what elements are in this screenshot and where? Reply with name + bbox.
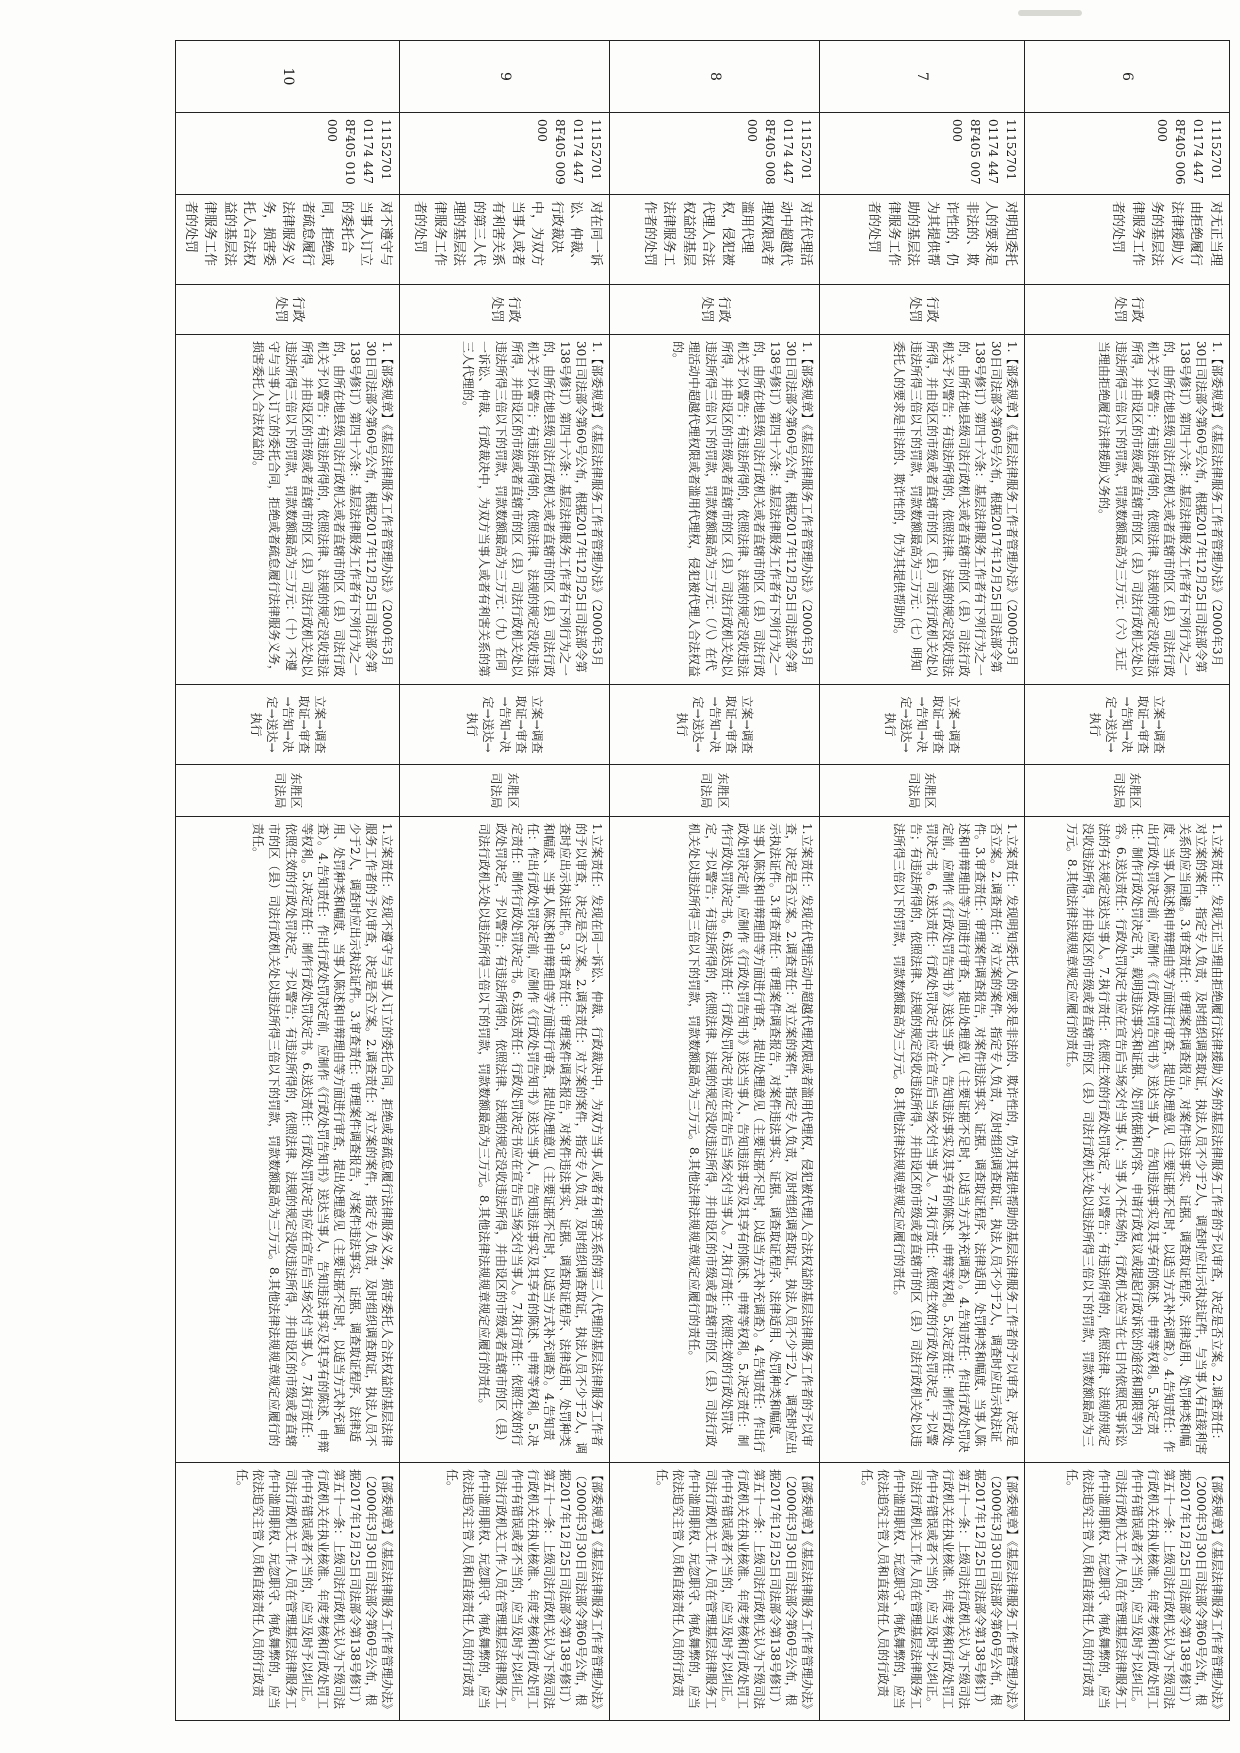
process-flow: 立案→调查取证→审查→告知→决定→送达→执行 — [1025, 685, 1230, 765]
item-type: 行政处罚 — [176, 285, 400, 335]
accountability-basis: 【部委规章】《基层法律服务工作者管理办法》（2000年3月30日司法部令第60号公布，根据2017年12月25日司法部令第138号修订）第五十一条：上级司法行政机关认为下级司法行政机关在执业核准、年度考核和行政处罚工作中有错误或者不当的，应当及时予以纠正。司法行政机关工作人员在管理基层法律服务工作中滥用职权、玩忽职守、徇私舞弊的，应当依法追究主管人员和直接责任人员的行政责任。 — [610, 1463, 820, 1721]
item-type: 行政处罚 — [820, 285, 1025, 335]
accountability-basis: 【部委规章】《基层法律服务工作者管理办法》（2000年3月30日司法部令第60号公布，根据2017年12月25日司法部令第138号修订）第五十一条：上级司法行政机关认为下级司法行政机关在执业核准、年度考核和行政处罚工作中有错误或者不当的，应当及时予以纠正。司法行政机关工作人员在管理基层法律服务工作中滥用职权、玩忽职守、徇私舞弊的，应当依法追究主管人员和直接责任人员的行政责任。 — [400, 1463, 610, 1721]
table-row — [176, 41, 400, 1721]
responsibility-items: 1.立案责任：发现在代理活动中超越代理权限或者滥用代理权，侵犯被代理人合法权益的基层法律服务工作者的予以审查，决定是否立案。2.调查责任：对立案的案件，指定专人负责，及时组织调查取证，执法人员不少于2人，调查时应出示执法证件。3.审查责任：审理案件调查报告，对案件违法事实、证据、调查取证程序、法律适用、处罚种类和幅度、当事人陈述和申辩理由等方面进行审查，提出处理意见（主要证据不足时，以适当方式补充调查）。4.告知责任：作出行政处罚决定前，应制作《行政处罚告知书》送达当事人，告知违法事实及其享有的陈述、申辩等权利。5.决定责任：制作行政处罚决定书。6.送达责任：行政处罚决定书应在宣告后当场交付当事人。7.执行责任：依照生效的行政处罚决定，予以警告；有违法所得的，依照法律、法规的规定没收违法所得，并由设区的市级或者直辖市的区（县）司法行政机关处以违法所得三倍以下的罚款，罚款数额最高为三万元。8.其他法律法规规章规定应履行的责任。 — [610, 817, 820, 1463]
table-row — [1025, 41, 1230, 1721]
row-number: 6 — [1025, 41, 1230, 113]
process-flow: 立案→调查取证→审查→告知→决定→送达→执行 — [820, 685, 1025, 765]
responsibility-items: 1.立案责任：发现明知委托人的要求是非法的、欺诈性的，仍为其提供帮助的基层法律服务工作者的予以审查，决定是否立案。2.调查责任：对立案的案件，指定专人负责，及时组织调查取证，执法人员不少于2人，调查时应出示执法证件。3.审查责任：审理案件调查报告，对案件违法事实、证据、调查取证程序、法律适用、处罚种类和幅度、当事人陈述和申辩理由等方面进行审查，提出处理意见（主要证据不足时，以适当方式补充调查）。4.告知责任：作出行政处罚决定前，应制作《行政处罚告知书》送达当事人，告知违法事实及其享有的陈述、申辩等权利。5.决定责任：制作行政处罚决定书。6.送达责任：行政处罚决定书应在宣告后当场交付当事人。7.执行责任：依照生效的行政处罚决定，予以警告；有违法所得的，依照法律、法规的规定没收违法所得，并由设区的市级或者直辖市的区（县）司法行政机关处以违法所得三倍以下的罚款，罚款数额最高为三万元。8.其他法律法规规章规定应履行的责任。 — [820, 817, 1025, 1463]
item-type: 行政处罚 — [1025, 285, 1230, 335]
legal-basis: 1.【部委规章】《基层法律服务工作者管理办法》（2000年3月30日司法部令第60号公布，根据2017年12月25日司法部令第138号修订）第四十六条：基层法律服务工作者有下列行为之一的，由所在地县级司法行政机关或者直辖市的区（县）司法行政机关予以警告；有违法所得的，依照法律、法规的规定没收违法所得，并由设区的市级或者直辖市的区（县）司法行政机关处以违法所得三倍以下的罚款，罚款数额最高为三万元：（十）不遵守与当事人订立的委托合同，拒绝或者疏怠履行法律服务义务，损害委托人合法权益的。 — [176, 335, 400, 685]
legal-basis: 1.【部委规章】《基层法律服务工作者管理办法》（2000年3月30日司法部令第60号公布，根据2017年12月25日司法部令第138号修订）第四十六条：基层法律服务工作者有下列行为之一的，由所在地县级司法行政机关或者直辖市的区（县）司法行政机关予以警告；有违法所得的，依照法律、法规的规定没收违法所得，并由设区的市级或者直辖市的区（县）司法行政机关处以违法所得三倍以下的罚款，罚款数额最高为三万元：（七）明知委托人的要求是非法的、欺诈性的，仍为其提供帮助的。 — [820, 335, 1025, 685]
rotated-sheet — [183, 40, 1230, 1720]
item-name: 对在同一诉讼、仲裁、行政裁决中，为双方当事人或者有利害关系的第三人代理的基层法律服务工作者的处罚 — [400, 195, 610, 285]
item-name: 对不遵守与当事人订立的委托合同，拒绝或者疏怠履行法律服务义务，损害委托人合法权益的基层法律服务工作者的处罚 — [176, 195, 400, 285]
scan-mark — [1018, 10, 1082, 16]
row-number: 8 — [610, 41, 820, 113]
accountability-basis: 【部委规章】《基层法律服务工作者管理办法》（2000年3月30日司法部令第60号公布，根据2017年12月25日司法部令第138号修订）第五十一条：上级司法行政机关认为下级司法行政机关在执业核准、年度考核和行政处罚工作中有错误或者不当的，应当及时予以纠正。司法行政机关工作人员在管理基层法律服务工作中滥用职权、玩忽职守、徇私舞弊的，应当依法追究主管人员和直接责任人员的行政责任。 — [820, 1463, 1025, 1721]
row-number: 9 — [400, 41, 610, 113]
accountability-basis: 【部委规章】《基层法律服务工作者管理办法》（2000年3月30日司法部令第60号公布，根据2017年12月25日司法部令第138号修订）第五十一条：上级司法行政机关认为下级司法行政机关在执业核准、年度考核和行政处罚工作中有错误或者不当的，应当及时予以纠正。司法行政机关工作人员在管理基层法律服务工作中滥用职权、玩忽职守、徇私舞弊的，应当依法追究主管人员和直接责任人员的行政责任。 — [176, 1463, 400, 1721]
power-list-table — [176, 40, 1231, 1721]
process-flow: 立案→调查取证→审查→告知→决定→送达→执行 — [176, 685, 400, 765]
accountability-basis: 【部委规章】《基层法律服务工作者管理办法》（2000年3月30日司法部令第60号公布，根据2017年12月25日司法部令第138号修订）第五十一条：上级司法行政机关认为下级司法行政机关在执业核准、年度考核和行政处罚工作中有错误或者不当的，应当及时予以纠正。司法行政机关工作人员在管理基层法律服务工作中滥用职权、玩忽职守、徇私舞弊的，应当依法追究主管人员和直接责任人员的行政责任。 — [1025, 1463, 1230, 1721]
table-rotator — [183, 40, 1230, 1720]
item-code: 11152701 01174 4478F405 007000 — [820, 113, 1025, 195]
process-flow: 立案→调查取证→审查→告知→决定→送达→执行 — [400, 685, 610, 765]
responsibility-items: 1.立案责任：发现在同一诉讼、仲裁、行政裁决中，为双方当事人或者有利害关系的第三人代理的基层法律服务工作者的予以审查，决定是否立案。2.调查责任：对立案的案件，指定专人负责，及时组织调查取证，执法人员不少于2人，调查时应出示执法证件。3.审查责任：审理案件调查报告，对案件违法事实、证据、调查取证程序、法律适用、处罚种类和幅度、当事人陈述和申辩理由等方面进行审查，提出处理意见（主要证据不足时，以适当方式补充调查）。4.告知责任：作出行政处罚决定前，应制作《行政处罚告知书》送达当事人，告知违法事实及其享有的陈述、申辩等权利。5.决定责任：制作行政处罚决定书。6.送达责任：行政处罚决定书应在宣告后当场交付当事人。7.执行责任：依照生效的行政处罚决定，予以警告；有违法所得的，依照法律、法规的规定没收违法所得，并由设区的市级或者直辖市的区（县）司法行政机关处以违法所得三倍以下的罚款，罚款数额最高为三万元。8.其他法律法规规章规定应履行的责任。 — [400, 817, 610, 1463]
table-row — [400, 41, 610, 1721]
responsible-dept: 东胜区司法局 — [820, 765, 1025, 817]
item-name: 对明知委托人的要求是非法的、欺诈性的，仍为其提供帮助的基层法律服务工作者的处罚 — [820, 195, 1025, 285]
legal-basis: 1.【部委规章】《基层法律服务工作者管理办法》（2000年3月30日司法部令第60号公布，根据2017年12月25日司法部令第138号修订）第四十六条：基层法律服务工作者有下列行为之一的，由所在地县级司法行政机关或者直辖市的区（县）司法行政机关予以警告；有违法所得的，依照法律、法规的规定没收违法所得，并由设区的市级或者直辖市的区（县）司法行政机关处以违法所得三倍以下的罚款，罚款数额最高为三万元：（六）无正当理由拒绝履行法律援助义务的。 — [1025, 335, 1230, 685]
table-row — [820, 41, 1025, 1721]
item-code: 11152701 01174 4478F405 008000 — [610, 113, 820, 195]
table-row — [610, 41, 820, 1721]
item-type: 行政处罚 — [610, 285, 820, 335]
process-flow: 立案→调查取证→审查→告知→决定→送达→执行 — [610, 685, 820, 765]
legal-basis: 1.【部委规章】《基层法律服务工作者管理办法》（2000年3月30日司法部令第60号公布，根据2017年12月25日司法部令第138号修订）第四十六条：基层法律服务工作者有下列行为之一的，由所在地县级司法行政机关或者直辖市的区（县）司法行政机关予以警告；有违法所得的，依照法律、法规的规定没收违法所得，并由设区的市级或者直辖市的区（县）司法行政机关处以违法所得三倍以下的罚款，罚款数额最高为三万元：（九）在同一诉讼、仲裁、行政裁决中，为双方当事人或者有利害关系的第三人代理的。 — [400, 335, 610, 685]
row-number: 7 — [820, 41, 1025, 113]
item-code: 11152701 01174 4478F405 010000 — [176, 113, 400, 195]
responsible-dept: 东胜区司法局 — [176, 765, 400, 817]
responsibility-items: 1.立案责任：发现无正当理由拒绝履行法律援助义务的基层法律服务工作者的予以审查，决定是否立案。2.调查责任：对立案的案件，指定专人负责，及时组织调查取证，执法人员不少于2人，调查时应出示执法证件，与当事人有直接利害关系的应当回避。3.审查责任：审理案件调查报告，对案件违法事实、证据、调查取证程序、法律适用、处罚种类和幅度、当事人陈述和申辩理由等方面进行审查，提出处理意见（主要证据不足时，以适当方式补充调查）。4.告知责任：作出行政处罚决定前，应制作《行政处罚告知书》送达当事人，告知违法事实及其享有的陈述、申辩等权利。5.决定责任：制作行政处罚决定书，载明违法事实和证据、处罚依据和内容、申请行政复议或提起行政诉讼的途径和期限等内容。6.送达责任：行政处罚决定书应在宣告后当场交付当事人；当事人不在场的，行政机关应当在七日内依照民事诉讼法的有关规定送达当事人。7.执行责任：依照生效的行政处罚决定，予以警告；有违法所得的，依照法律、法规的规定没收违法所得，并由设区的市级或者直辖市的区（县）司法行政机关处以违法所得三倍以下的罚款，罚款数额最高为三万元。8.其他法律法规规章规定应履行的责任。 — [1025, 817, 1230, 1463]
item-type: 行政处罚 — [400, 285, 610, 335]
legal-basis: 1.【部委规章】《基层法律服务工作者管理办法》（2000年3月30日司法部令第60号公布，根据2017年12月25日司法部令第138号修订）第四十六条：基层法律服务工作者有下列行为之一的，由所在地县级司法行政机关或者直辖市的区（县）司法行政机关予以警告；有违法所得的，依照法律、法规的规定没收违法所得，并由设区的市级或者直辖市的区（县）司法行政机关处以违法所得三倍以下的罚款，罚款数额最高为三万元：（八）在代理活动中超越代理权限或者滥用代理权，侵犯被代理人合法权益的。 — [610, 335, 820, 685]
item-code: 11152701 01174 4478F405 006000 — [1025, 113, 1230, 195]
item-name: 对在代理活动中超越代理权限或者滥用代理权，侵犯被代理人合法权益的基层法律服务工作者的处罚 — [610, 195, 820, 285]
row-number: 10 — [176, 41, 400, 113]
item-code: 11152701 01174 4478F405 009000 — [400, 113, 610, 195]
responsible-dept: 东胜区司法局 — [1025, 765, 1230, 817]
responsible-dept: 东胜区司法局 — [610, 765, 820, 817]
responsibility-items: 1.立案责任：发现不遵守与当事人订立的委托合同，拒绝或者疏怠履行法律服务义务，损害委托人合法权益的基层法律服务工作者的予以审查，决定是否立案。2.调查责任：对立案的案件，指定专人负责，及时组织调查取证，执法人员不少于2人，调查时应出示执法证件。3.审查责任：审理案件调查报告，对案件违法事实、证据、调查取证程序、法律适用、处罚种类和幅度、当事人陈述和申辩理由等方面进行审查，提出处理意见（主要证据不足时，以适当方式补充调查）。4.告知责任：作出行政处罚决定前，应制作《行政处罚告知书》送达当事人，告知违法事实及其享有的陈述、申辩等权利。5.决定责任：制作行政处罚决定书。6.送达责任：行政处罚决定书应在宣告后当场交付当事人。7.执行责任：依照生效的行政处罚决定，予以警告；有违法所得的，依照法律、法规的规定没收违法所得，并由设区的市级或者直辖市的区（县）司法行政机关处以违法所得三倍以下的罚款，罚款数额最高为三万元。8.其他法律法规规章规定应履行的责任。 — [176, 817, 400, 1463]
item-name: 对无正当理由拒绝履行法律援助义务的基层法律服务工作者的处罚 — [1025, 195, 1230, 285]
responsible-dept: 东胜区司法局 — [400, 765, 610, 817]
